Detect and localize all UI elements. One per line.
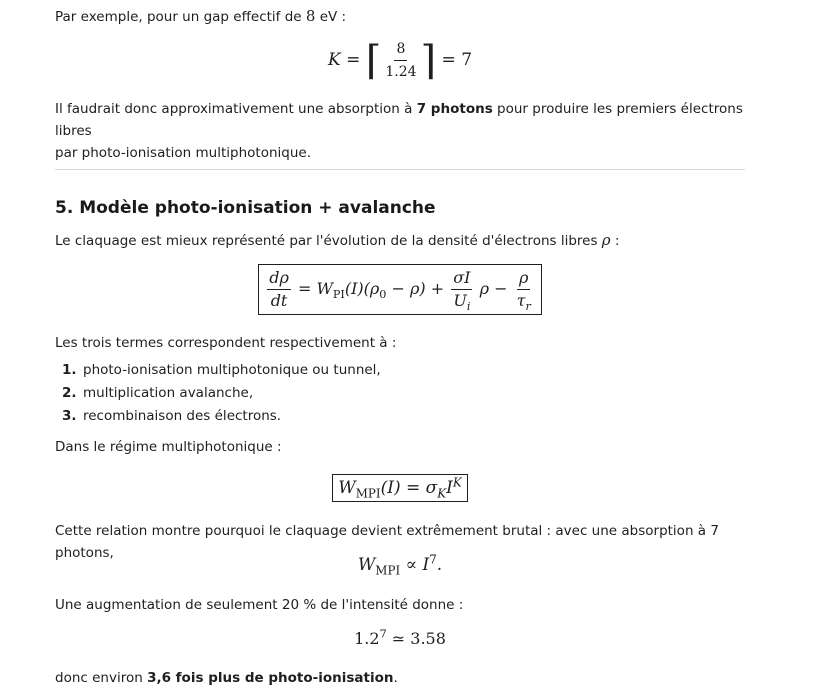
list-text: photo-ionisation multiphotonique ou tunnel, — [83, 362, 381, 378]
tau-sub: r — [525, 300, 531, 314]
sigma-i-fraction — [451, 268, 472, 314]
density-text: Le claquage est mieux représenté par l'évolution de la densité d'électrons libres — [55, 233, 602, 249]
dt: dt — [270, 291, 288, 310]
list-number: 2. — [62, 385, 77, 401]
eq3-sigma-sub: K — [437, 486, 447, 501]
list-intro: Les trois termes correspondent respectivement à : — [55, 335, 397, 351]
list-item — [62, 405, 281, 427]
eq2-w: = W — [297, 279, 333, 298]
ceil-right: ⌉ — [420, 37, 437, 84]
eq2-mid2: (I)(ρ — [344, 279, 380, 298]
eq1-rhs: = 7 — [441, 50, 473, 70]
list-item — [62, 382, 253, 404]
eq3-w: W — [338, 478, 356, 498]
equation-k — [55, 37, 745, 84]
equation-proportional — [55, 552, 745, 578]
list-item — [62, 359, 381, 381]
photons-text-after: pour produire les premiers électrons libres — [55, 101, 743, 139]
conclusion-before: donc environ — [55, 670, 148, 686]
augmentation-paragraph: Une augmentation de seulement 20 % de l'intensité donne : — [55, 597, 464, 613]
tau: τ — [516, 291, 526, 310]
list-number: 3. — [62, 408, 77, 424]
eq3-mid: (I) = σ — [380, 478, 438, 498]
density-eq-box — [258, 264, 542, 315]
intro-paragraph — [55, 5, 745, 28]
sigma-i: σI — [451, 269, 472, 290]
gap-value: 8 — [305, 7, 316, 25]
eq4-w-sub: MPI — [375, 563, 401, 578]
eq3-i: I — [446, 478, 453, 498]
photons-bold: 7 photons — [416, 101, 493, 117]
eq2-rho0-sub: 0 — [379, 288, 387, 302]
list-text: recombinaison des électrons. — [83, 408, 282, 424]
rho-num: ρ — [517, 269, 530, 290]
conclusion-paragraph — [55, 667, 745, 689]
equation-density — [55, 264, 745, 315]
drho: dρ — [267, 269, 291, 290]
eq1-numerator: 8 — [394, 40, 407, 61]
rho-symbol: ρ — [601, 231, 611, 249]
eq2-mid3: − ρ) + — [386, 279, 445, 298]
equation-wmpi — [55, 474, 745, 502]
section-heading: 5. Modèle photo-ionisation + avalanche — [55, 198, 436, 218]
eq2-w-term — [297, 279, 445, 302]
eq4-end: . — [436, 555, 443, 575]
eq1-denominator: 1.24 — [385, 64, 417, 80]
photons-paragraph — [55, 98, 745, 164]
eq4-sup: 7 — [429, 552, 437, 567]
ceil-left: ⌈ — [365, 37, 382, 84]
eq2-mid4: ρ − — [479, 279, 508, 298]
brutal-paragraph: Cette relation montre pourquoi le claquage devient extrêmement brutal : avec une absorption à 7 photons, — [55, 523, 719, 561]
photons-text-before: Il faudrait donc approximativement une absorption à — [55, 101, 417, 117]
list-number: 1. — [62, 362, 77, 378]
eq1-lhs: K — [327, 50, 341, 70]
eq3-i-sup: K — [452, 475, 462, 490]
density-end: : — [610, 233, 620, 249]
u-sub: i — [466, 300, 471, 314]
regime-paragraph: Dans le régime multiphotonique : — [55, 439, 282, 455]
list-text: multiplication avalanche, — [83, 385, 254, 401]
wmpi-eq-box — [332, 474, 468, 502]
eq5-base: 1.2 — [354, 629, 380, 648]
drho-dt-fraction — [267, 269, 291, 310]
eq1-equals: = — [346, 50, 361, 70]
density-paragraph — [55, 229, 745, 252]
photons-line2: par photo-ionisation multiphotonique. — [55, 145, 311, 161]
eq3-w-sub: MPI — [355, 486, 381, 501]
eq5-rest: ≃ 3.58 — [386, 629, 446, 648]
conclusion-bold: 3,6 fois plus de photo-ionisation — [147, 670, 394, 686]
eq4-mid: ∝ I — [400, 555, 430, 575]
gap-unit: eV : — [315, 9, 347, 25]
eq4-expression — [357, 552, 443, 578]
rho-tau-fraction — [515, 268, 533, 314]
eq5-sup: 7 — [379, 627, 387, 641]
section-divider — [55, 169, 745, 170]
eq2-w-sub: PI — [332, 288, 345, 302]
eq4-w: W — [357, 555, 376, 575]
intro-text: Par exemple, pour un gap effectif de — [55, 9, 306, 25]
eq1-fraction — [383, 40, 418, 81]
equation-ratio — [55, 629, 745, 648]
conclusion-after: . — [393, 670, 398, 686]
u: U — [453, 291, 467, 310]
